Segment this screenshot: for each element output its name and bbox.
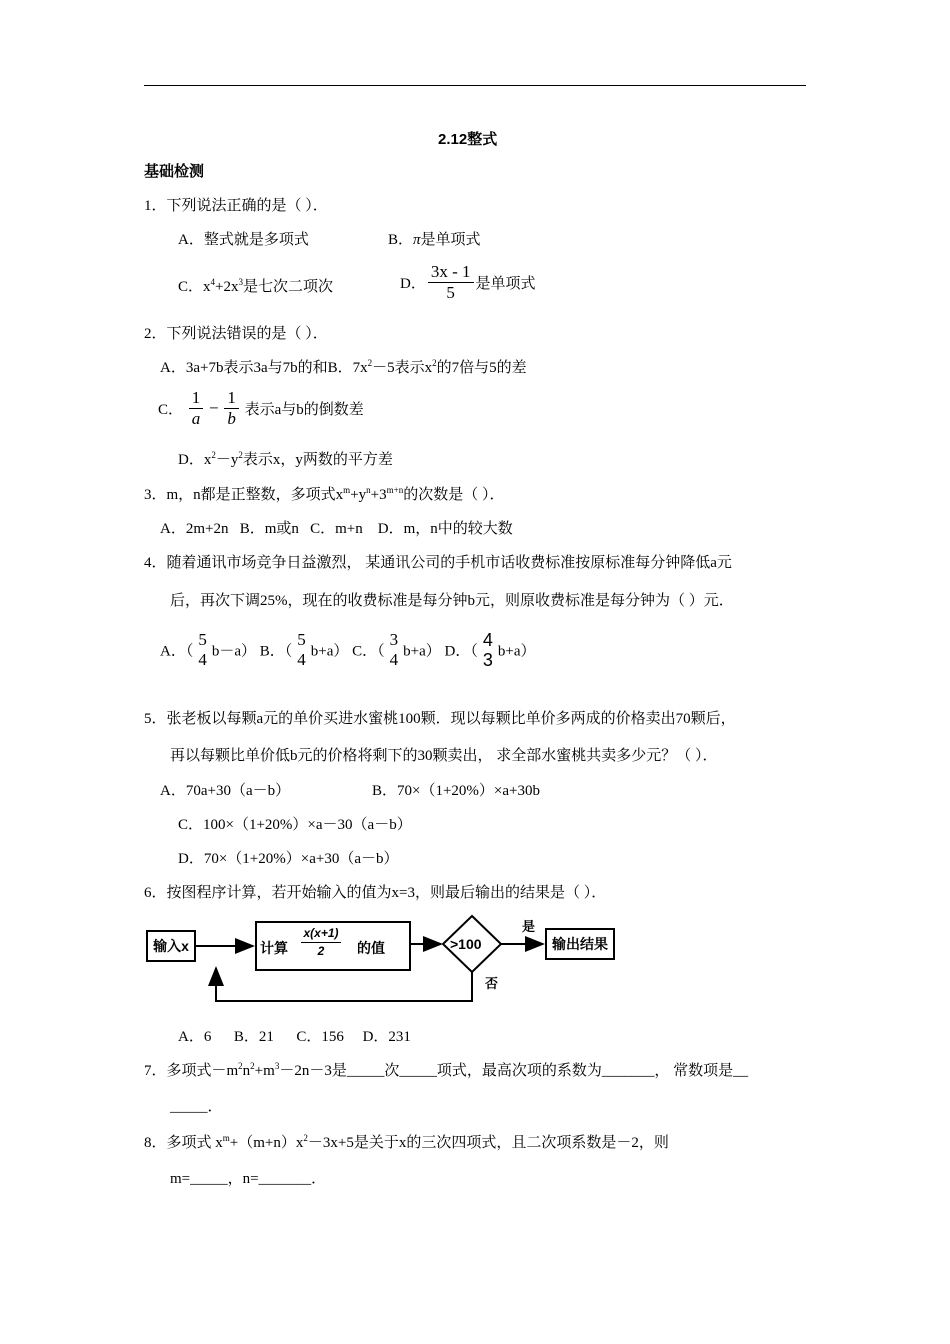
q2-stem: 2．下列说法错误的是（ ）． (144, 326, 328, 342)
q7-line1: 7．多项式$-m^2n^2+m^3-2n-3$是_____次_____项式，最高次项的系数为_______， 常数项是__ (144, 1061, 749, 1079)
q1-stem: 1．下列说法正确的是（ ）． (144, 198, 328, 214)
q4-line1: 4．随着通讯市场竞争日益激烈， 某通讯公司的手机市话收费标准按原标准每分钟降低a元 (144, 555, 732, 571)
q3-stem: 3．m，n都是正整数，多项式$x^m+y^n+3^{m+n}$的次数是（ ）． (144, 485, 505, 503)
flow-input-box: 输入x (146, 930, 196, 962)
q2-option-ab: A．3a+7b表示3a与7b的和B．$7x^2-5$表示$x^2$的7倍与5的差 (160, 358, 527, 376)
q5-line1: 5．张老板以每颗a元的单价买进水蜜桃100颗．现以每颗比单价多两成的价格卖出70颗后， (144, 711, 736, 727)
flow-output-box: 输出结果 (545, 928, 615, 960)
q4-line2: 后，再次下调25%，现在的收费标准是每分钟b元，则原收费标准是每分钟为（ ）元． (170, 593, 734, 609)
q5-option-a: A．70a+30（a－b） (160, 783, 291, 799)
page-title: 2.12整式 (438, 131, 498, 148)
q1-d-fraction: $\frac{3x - 1}{5}$ (428, 262, 474, 303)
q1-option-c: C．$x^4+2x^3$是七次二项次 (178, 277, 333, 295)
q4-options: A．（ 5 4 b－a） B．（ 5 4 b+a） C．（ 3 4 b+a） D．（ 4 3 b+a） (160, 630, 536, 670)
q5-line2: 再以每颗比单价低b元的价格将剩下的30颗卖出， 求全部水蜜桃共卖多少元？（ ）． (170, 748, 718, 764)
flow-arrow-no-loop (216, 968, 472, 1001)
q2-option-c: C． $\frac{1}{a}$ − $\frac{1}{b}$ 表示a与b的倒数差 (158, 388, 364, 428)
q7-line2: _____． (170, 1099, 223, 1115)
q2-option-d: D．$x^2-y^2$表示x，y两数的平方差 (178, 450, 393, 468)
q2-c-fraction-b: $\frac{1}{b}$ (224, 388, 239, 429)
q3-options: A．2m+2n B．m或n C．m+n D．m，n中的较大数 (160, 521, 513, 537)
q5-option-c: C．100×（1+20%）×a－30（a－b） (178, 817, 412, 833)
q6-options: A．6 B．21 C．156 D．231 (178, 1029, 411, 1045)
flow-condition: >100 (450, 936, 482, 952)
flow-calc-box: 计算 x(x+1) 2 的值 (255, 921, 411, 971)
q5-option-d: D．70×（1+20%）×a+30（a－b） (178, 851, 399, 867)
section-heading: 基础检测 (144, 163, 205, 180)
q2-c-fraction-a: $\frac{1}{a}$ (189, 388, 204, 429)
flow-diamond (443, 916, 501, 972)
q8-line2: m=_____，n=_______． (170, 1171, 327, 1187)
flow-yes-label: 是 (522, 919, 536, 934)
q6-stem: 6．按图程序计算，若开始输入的值为x=3，则最后输出的结果是（ ）． (144, 885, 607, 901)
q8-line1: 8．多项式 $x^m+(m+n)x^2-3x+5$是关于x的三次四项式，且二次项系数是－2，则 (144, 1133, 669, 1151)
q1-option-a: A．整式就是多项式 (178, 232, 309, 248)
q1-option-b: B．π是单项式 (388, 232, 481, 248)
q1-option-d: D． $\frac{3x - 1}{5}$ 是单项式 (400, 262, 536, 302)
q5-option-b: B．70×（1+20%）×a+30b (372, 783, 540, 799)
flow-no-label: 否 (485, 976, 499, 991)
